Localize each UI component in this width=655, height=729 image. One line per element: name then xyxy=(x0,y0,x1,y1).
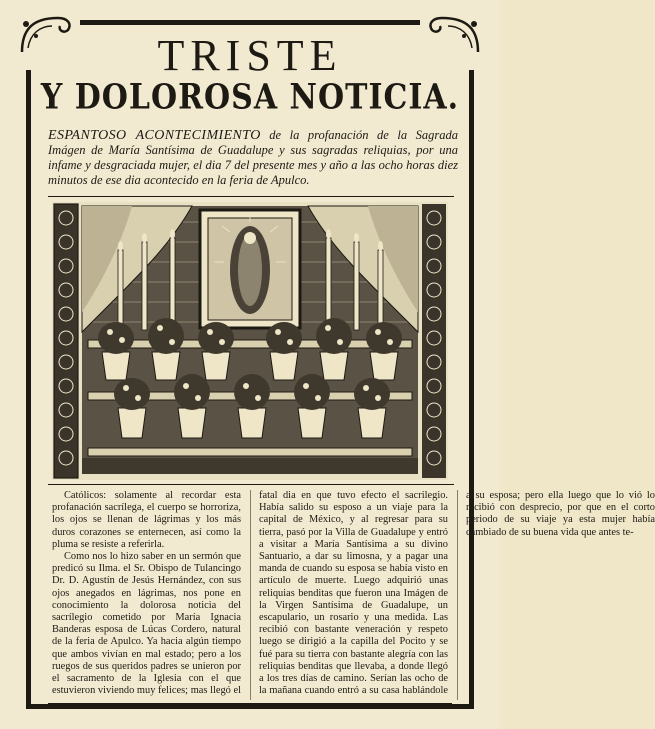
right-ornament-column xyxy=(422,204,446,478)
left-ornament-column xyxy=(54,204,78,478)
rule-below-illustration xyxy=(48,484,454,485)
altar-engraving xyxy=(52,202,448,480)
bottom-rule xyxy=(48,703,452,705)
subtitle-summary xyxy=(48,128,458,188)
left-border xyxy=(26,70,31,709)
rule-above-illustration xyxy=(48,196,454,197)
right-border xyxy=(469,70,474,709)
top-border xyxy=(80,20,420,25)
headline-dolorosa-noticia: Y DOLOROSA NOTICIA. xyxy=(40,77,460,118)
subtitle-lead: ESPANTOSO ACONTECIMIENTO xyxy=(48,128,261,143)
article-body xyxy=(52,490,655,700)
subtitle-rest: de la profanación de la Sagrada Imágen de María Santísima de Guadalupe y sus sagradas reliquias, por una infame y desgraciada mujer, el dia 7 del presente mes y año a las ocho horas diez minutos de ese dia acontecido en la feria de Apulco. xyxy=(48,128,458,187)
article-paragraph-1: Católicos: solamente al recordar esta profanación sacrílega, el cuerpo se horroriza, los ojos se llenan de lágrimas y los más duros corazones se enternecen, así como la pluma se resiste a referirla. xyxy=(52,490,241,550)
article-paragraph-2: Como nos lo hizo saber en un sermón que predicó su Ilma. el Sr. Obispo de Tulancingo Dr. D. Agustín de Jesús Hernández, con sus ojos anegados en lágrimas, nos pone en conocimiento la dolorosa noticia del sacrílegio cometido por María Ignacia Banderas esposa de Lúcas Cordero, natural de la feria de Apulco. Ya hacia algún tiempo que ambos vivían en mal estado; pero a los ruegos de sus queridos padres se unieron por el sacramento de la Iglesia con el que estuvieron viviendo muy felices; mas llegó el fatal dia en que tuvo efecto el sacrilegio. Había salido su esposo a un viaje para la capital de México, y al regresar para su tierra, pasó por la Villa de Guadalupe y entró a visitar a María Santísima a su divino Santuario, a dar su limosna, y a pagar una manda de cuando su esposa se había visto en artículo de muerte. Luego adquirió unas reliquias benditas que fueron una Imágen de la Virgen Santísima de Guadalupe, un escapulario, un rosario y una medida. Las recibió con bastante veneración y respeto luego se dirigió a la capilla del Pocito y se fué para su tierra con bastante alegría con las reliquias benditas que llevaba, a donde llegó a los tres días de camino. Serían las ocho de la mañana cuando entró a su casa hablándole a su esposa; pero ella luego que lo vió lo recibió con desprecio, por que en el corto periodo de su viaje ya esta mujer había cambiado de su buena vida que antes te- xyxy=(52,490,655,697)
headline-triste: TRISTE xyxy=(157,31,343,80)
